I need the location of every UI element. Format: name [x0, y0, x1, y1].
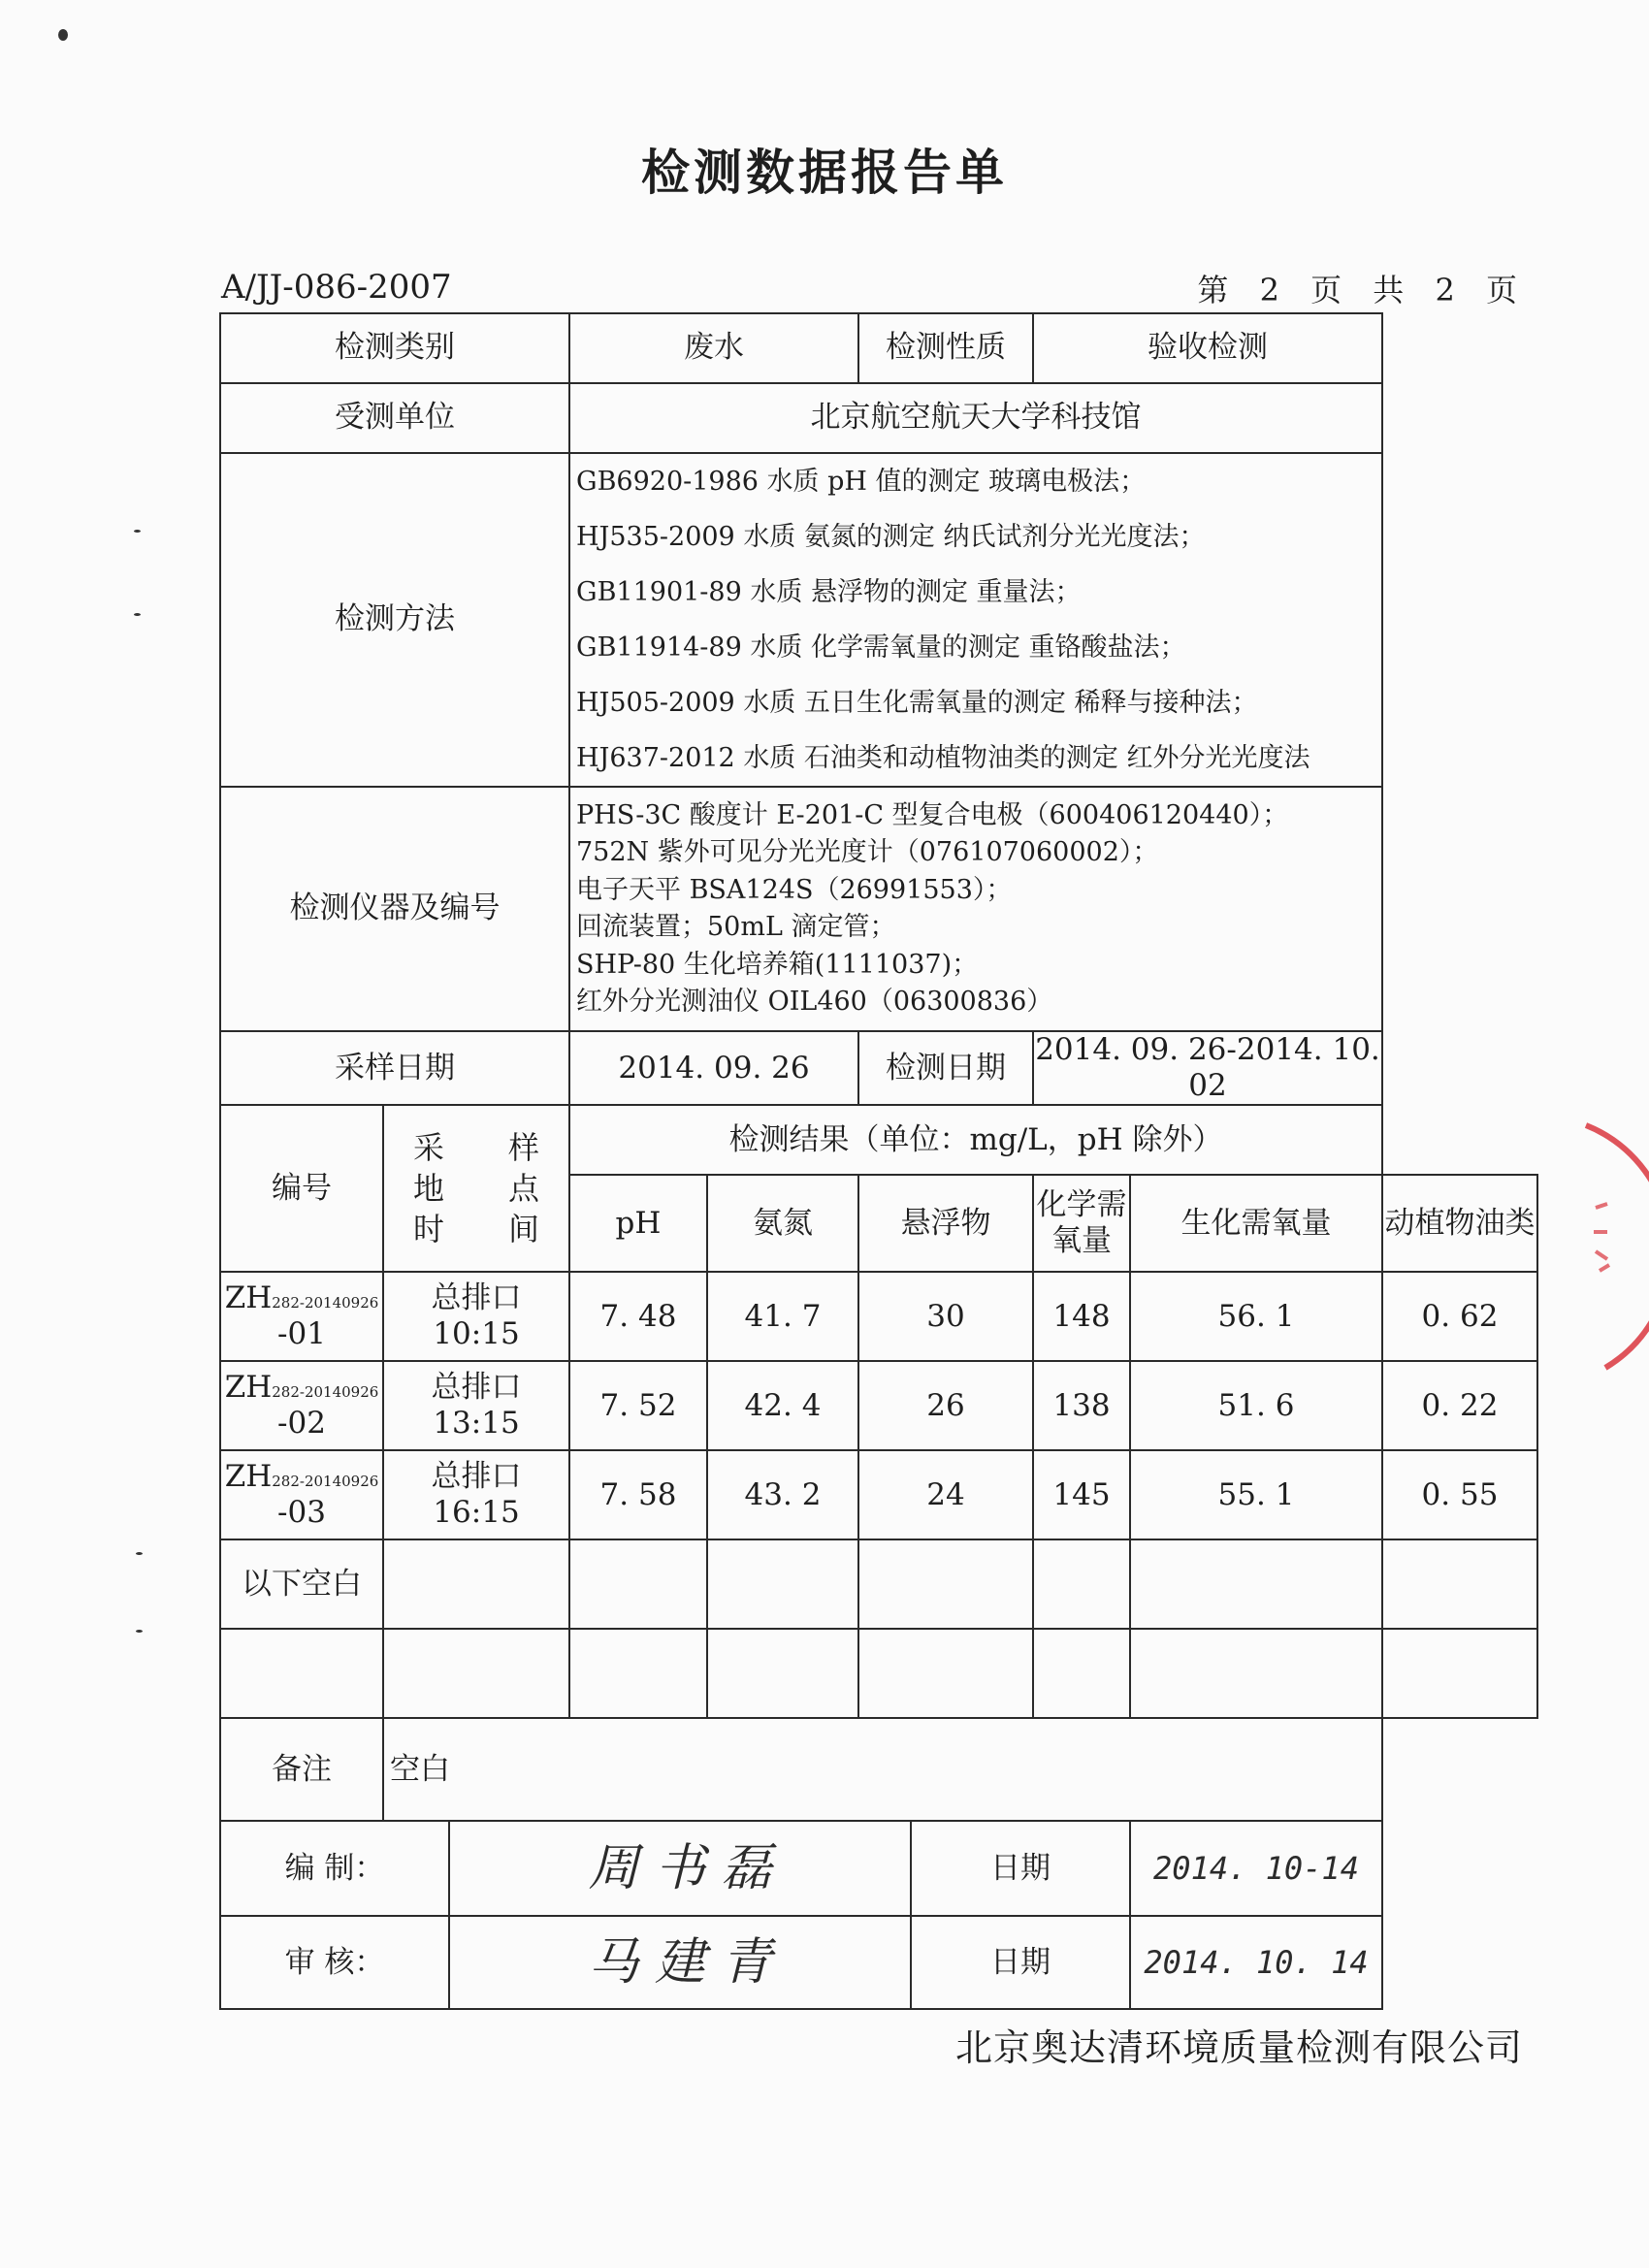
scan-speck: [134, 530, 141, 533]
value-ph: 7. 52: [569, 1361, 707, 1450]
instrument-item: 回流装置；50mL 滴定管；: [576, 912, 896, 942]
sample-site-time: 总排口 16:15: [383, 1450, 569, 1539]
nature-value: 验收检测: [1033, 313, 1382, 383]
testing-date-value: 2014. 09. 26-2014. 10. 02: [1033, 1031, 1382, 1105]
table-row: [220, 1539, 1537, 1629]
value-cod: 138: [1033, 1361, 1130, 1450]
remarks-label: 备注: [220, 1718, 383, 1821]
sample-no: ZH282-20140926 -02: [220, 1361, 383, 1450]
method-item: GB11914-89 水质 化学需氧量的测定 重铬酸盐法；: [576, 632, 1186, 663]
value-oil: 0. 55: [1382, 1450, 1537, 1539]
scan-speck: [136, 1630, 143, 1633]
method-item: GB6920-1986 水质 pH 值的测定 玻璃电极法；: [576, 467, 1147, 497]
table-row: [220, 1272, 1537, 1361]
no-header: 编号: [220, 1105, 383, 1272]
results-title: 检测结果（单位：mg/L，pH 除外）: [569, 1105, 1382, 1175]
sampling-date-value: 2014. 09. 26: [569, 1031, 858, 1105]
value-bod: 51. 6: [1130, 1361, 1382, 1450]
category-value: 废水: [569, 313, 858, 383]
value-bod: 55. 1: [1130, 1450, 1382, 1539]
nature-label: 检测性质: [858, 313, 1033, 383]
report-table: [219, 312, 1538, 2010]
column-header-oil: 动植物油类: [1382, 1175, 1537, 1272]
instrument-item: SHP-80 生化培养箱(1111037)；: [576, 949, 979, 980]
scan-speck: [136, 1552, 143, 1555]
methods-list: [569, 453, 1382, 787]
sample-site-time: 总排口 10:15: [383, 1272, 569, 1361]
value-oil: 0. 22: [1382, 1361, 1537, 1450]
column-header-ammonia: 氨氮: [707, 1175, 858, 1272]
page-info: 第 2 页 共 2 页: [1197, 272, 1523, 308]
value-ss: 26: [858, 1361, 1033, 1450]
blank-note: 以下空白: [220, 1539, 383, 1629]
method-item: HJ535-2009 水质 氨氮的测定 纳氏试剂分光光度法；: [576, 522, 1206, 552]
scan-speck: [134, 613, 141, 616]
document-code: A/JJ-086-2007: [221, 268, 452, 307]
prepared-signature: 周 书 磊: [449, 1821, 911, 1916]
value-cod: 148: [1033, 1272, 1130, 1361]
sample-no: ZH282-20140926 -03: [220, 1450, 383, 1539]
instrument-item: 红外分光测油仪 OIL460（06300836）: [576, 987, 1053, 1017]
value-ph: 7. 48: [569, 1272, 707, 1361]
company-name: 北京奥达清环境质量检测有限公司: [954, 2026, 1523, 2069]
method-item: HJ637-2012 水质 石油类和动植物油类的测定 红外分光光度法: [576, 743, 1310, 773]
instrument-item: PHS-3C 酸度计 E-201-C 型复合电极（600406120440）；: [576, 799, 1289, 830]
column-header-ss: 悬浮物: [858, 1175, 1033, 1272]
red-seal-icon: [1567, 1116, 1649, 1377]
value-ph: 7. 58: [569, 1450, 707, 1539]
value-ammonia: 43. 2: [707, 1450, 858, 1539]
unit-value: 北京航空航天大学科技馆: [569, 383, 1382, 453]
method-item: HJ505-2009 水质 五日生化需氧量的测定 稀释与接种法；: [576, 688, 1258, 718]
value-ss: 30: [858, 1272, 1033, 1361]
unit-label: 受测单位: [220, 383, 569, 453]
value-bod: 56. 1: [1130, 1272, 1382, 1361]
table-row: [220, 1450, 1537, 1539]
scan-speck: [58, 29, 68, 41]
method-item: GB11901-89 水质 悬浮物的测定 重量法；: [576, 577, 1082, 607]
sampling-date-label: 采样日期: [220, 1031, 569, 1105]
reviewed-signature: 马 建 青: [449, 1916, 911, 2009]
report-title: 检测数据报告单: [641, 145, 1008, 201]
reviewed-label: 审 核：: [220, 1916, 449, 2009]
value-cod: 145: [1033, 1450, 1130, 1539]
site-time-header: 采 样 地 点 时 间: [383, 1105, 569, 1272]
value-ammonia: 42. 4: [707, 1361, 858, 1450]
value-ss: 24: [858, 1450, 1033, 1539]
testing-date-label: 检测日期: [858, 1031, 1033, 1105]
sample-no: ZH282-20140926 -01: [220, 1272, 383, 1361]
instrument-item: 电子天平 BSA124S（26991553）；: [576, 874, 1013, 905]
instruments-label: 检测仪器及编号: [220, 787, 569, 1031]
table-row: [220, 1361, 1537, 1450]
column-header-ph: pH: [569, 1175, 707, 1272]
prepared-date: 2014. 10-14: [1130, 1821, 1382, 1916]
prepared-date-label: 日期: [911, 1821, 1130, 1916]
value-oil: 0. 62: [1382, 1272, 1537, 1361]
value-ammonia: 41. 7: [707, 1272, 858, 1361]
reviewed-date: 2014. 10. 14: [1130, 1916, 1382, 2009]
reviewed-date-label: 日期: [911, 1916, 1130, 2009]
column-header-cod: 化学需氧量: [1033, 1175, 1130, 1272]
methods-label: 检测方法: [220, 453, 569, 787]
instruments-list: [569, 787, 1382, 1031]
sample-site-time: 总排口 13:15: [383, 1361, 569, 1450]
column-header-bod: 生化需氧量: [1130, 1175, 1382, 1272]
remarks-value: 空白: [383, 1718, 1382, 1821]
instrument-item: 752N 紫外可见分光光度计（076107060002）；: [576, 837, 1159, 867]
table-row: [220, 1629, 1537, 1718]
prepared-label: 编 制：: [220, 1821, 449, 1916]
category-label: 检测类别: [220, 313, 569, 383]
